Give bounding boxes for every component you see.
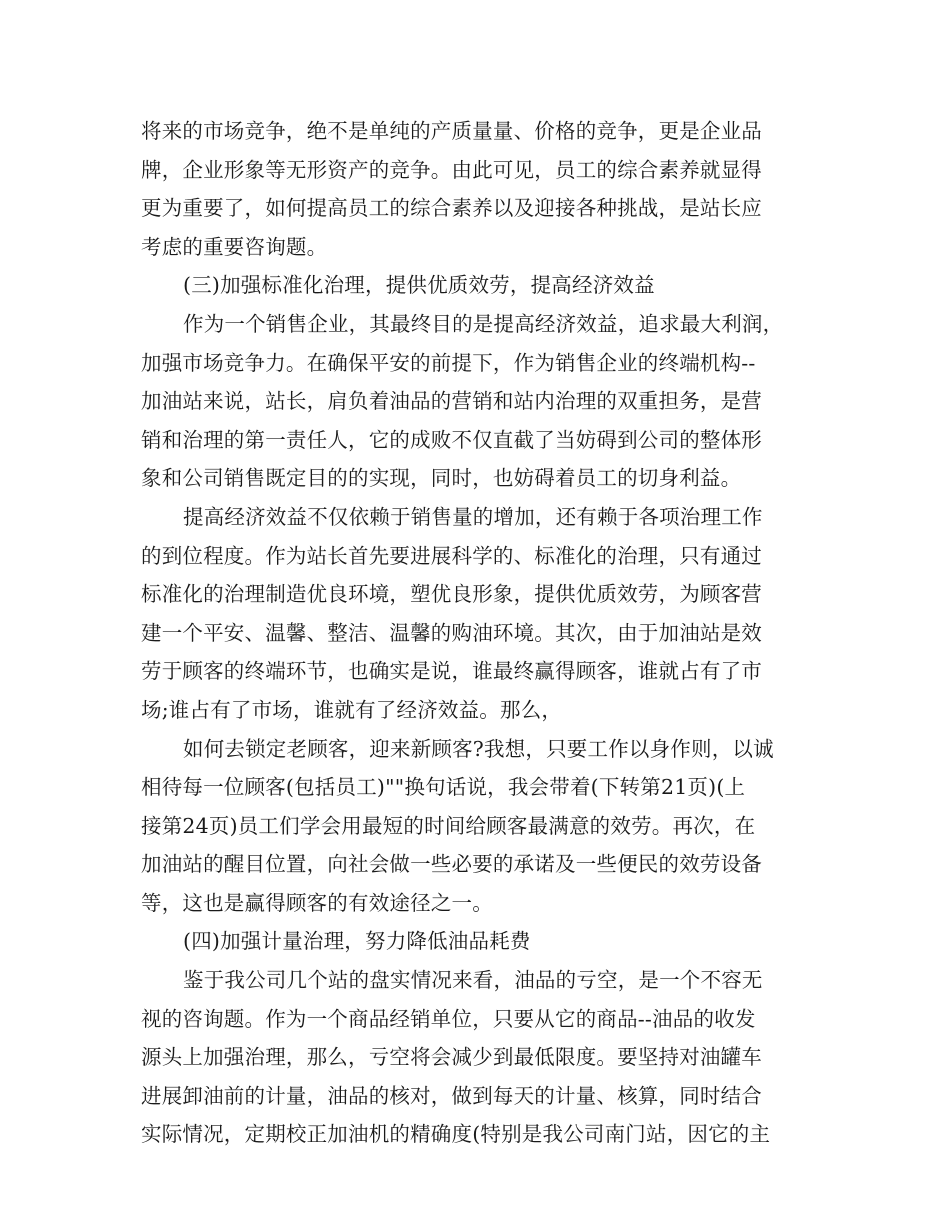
text-line: 加油站的醒目位置，向社会做一些必要的承诺及一些便民的效劳设备 xyxy=(141,852,762,877)
document-body xyxy=(141,112,809,1154)
text-line: 源头上加强治理，那么，亏空将会减少到最低限度。要坚持对油罐车 xyxy=(141,1045,762,1070)
text-line: 视的咨询题。作为一个商品经销单位，只要从它的商品--油品的收发 xyxy=(141,1006,756,1031)
text-line: 如何去锁定老顾客，迎来新顾客?我想，只要工作以身作则，以诚 xyxy=(183,736,774,761)
text-line: 相待每一位顾客(包括员工)""换句话说，我会带着(下转第21页)(上 xyxy=(141,775,746,800)
text-line: 考虑的重要咨询题。 xyxy=(141,234,328,259)
text-line: 象和公司销售既定目的的实现，同时，也妨碍着员工的切身利益。 xyxy=(141,466,742,491)
text-line: 实际情况，定期校正加油机的精确度(特别是我公司南门站，因它的主 xyxy=(141,1122,771,1147)
text-line: 进展卸油前的计量，油品的核对，做到每天的计量、核算，同时结合 xyxy=(141,1083,762,1108)
text-line: 等，这也是赢得顾客的有效途径之一。 xyxy=(141,890,493,915)
text-line: 加油站来说，站长，肩负着油品的营销和站内治理的双重担务，是营 xyxy=(141,389,762,414)
text-line: 销和治理的第一责任人，它的成败不仅直截了当妨碍到公司的整体形 xyxy=(141,427,762,452)
text-line: 接第24页)员工们学会用最短的时间给顾客最满意的效劳。再次，在 xyxy=(141,813,756,838)
text-line: 加强市场竞争力。在确保平安的前提下，作为销售企业的终端机构-- xyxy=(141,350,756,375)
text-line: 场;谁占有了市场，谁就有了经济效益。那么， xyxy=(141,697,563,722)
text-line: 牌，企业形象等无形资产的竞争。由此可见，员工的综合素养就显得 xyxy=(141,157,762,182)
text-line: 将来的市场竞争，绝不是单纯的产质量量、价格的竞争，更是企业品 xyxy=(141,119,762,143)
text-line: 建一个平安、温馨、整洁、温馨的购油环境。其次，由于加油站是效 xyxy=(141,620,762,645)
text-line: 作为一个销售企业，其最终目的是提高经济效益，追求最大利润， xyxy=(183,311,784,336)
text-line: 提高经济效益不仅依赖于销售量的增加，还有赖于各项治理工作 xyxy=(183,504,763,529)
text-line: 标准化的治理制造优良环境，塑优良形象，提供优质效劳，为顾客营 xyxy=(141,582,762,607)
text-line: 鉴于我公司几个站的盘实情况来看，油品的亏空，是一个不容无 xyxy=(183,968,763,993)
text-line: 的到位程度。作为站长首先要进展科学的、标准化的治理，只有通过 xyxy=(141,543,762,568)
text-line: 劳于顾客的终端环节，也确实是说，谁最终赢得顾客，谁就占有了市 xyxy=(141,659,762,684)
text-line: 更为重要了，如何提高员工的综合素养以及迎接各种挑战，是站长应 xyxy=(141,196,762,221)
text-line: (四)加强计量治理，努力降低油品耗费 xyxy=(183,929,531,954)
text-line: (三)加强标准化治理，提供优质效劳，提高经济效益 xyxy=(183,273,655,298)
